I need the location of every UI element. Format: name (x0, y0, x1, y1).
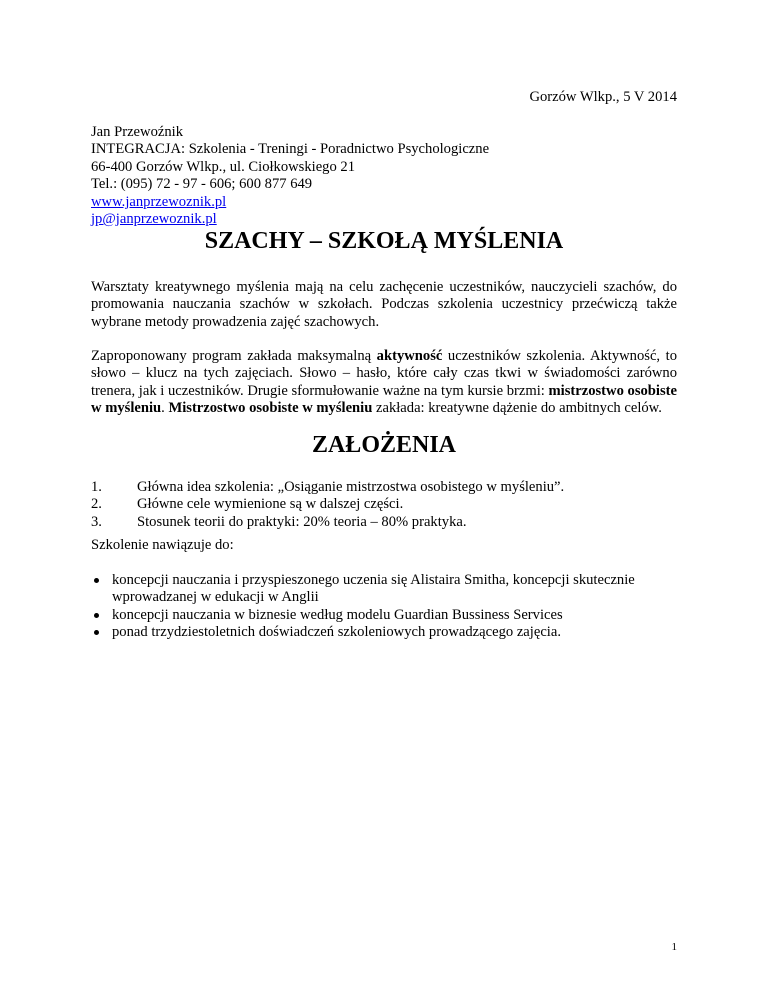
item-number: 1. (91, 479, 102, 495)
sender-block (91, 124, 677, 228)
sender-address: 66-400 Gorzów Wlkp., ul. Ciołkowskiego 21 (91, 158, 356, 175)
bullet-text: koncepcji nauczania w biznesie według modelu Guardian Bussiness Services (112, 606, 563, 623)
bullet-item (91, 624, 677, 641)
item-number: 2. (91, 496, 102, 513)
item-text: Główna idea szkolenia: „Osiąganie mistrzostwa osobistego w myśleniu”. (137, 479, 565, 495)
document-page (91, 0, 677, 994)
numbered-list (91, 479, 677, 531)
list-lead-text: Szkolenie nawiązuje do: (91, 537, 234, 553)
bullet-icon (94, 578, 99, 583)
bullet-icon (94, 613, 99, 618)
email-link[interactable]: jp@janprzewoznik.pl (91, 211, 217, 228)
page-number: 1 (671, 941, 677, 953)
item-number: 3. (91, 513, 102, 530)
intro-paragraph-1: Warsztaty kreatywnego myślenia mają na celu zachęcenie uczestników, nauczycieli szachów, do promowania nauczania szachów w szkołach. Podczas szkolenia uczestnicy przećwiczą także wybrane metody prowadzenia zajęć szachowych. (91, 279, 677, 330)
bullet-list (91, 572, 677, 642)
section-title-zalozenia: ZAŁOŻENIA (311, 432, 457, 458)
item-text: Główne cele wymienione są w dalszej części. (137, 496, 404, 513)
numbered-item (91, 514, 677, 531)
sender-organization: INTEGRACJA: Szkolenia - Treningi - Poradnictwo Psychologiczne (91, 141, 490, 158)
paragraph-text: uczestników szkolenia. Aktywność, to słowo – klucz na tych zajęciach. Słowo – hasło, które cały czas tkwi w świadomości zarówno trenera, jak i uczestników. Drugie sformułowanie ważne na tym kursie brzmi: (91, 348, 677, 399)
numbered-item (91, 496, 677, 513)
bullet-item (91, 572, 677, 607)
paragraph-text: Zaproponowany program zakłada maksymalną (91, 348, 377, 364)
numbered-item (91, 479, 677, 496)
document-title: SZACHY – SZKOŁĄ MYŚLENIA (204, 228, 564, 254)
item-text: Stosunek teorii do praktyki: 20% teoria – 80% praktyka. (137, 513, 467, 530)
website-link[interactable]: www.janprzewoznik.pl (91, 193, 227, 210)
bold-term-mistrzostwo-2: Mistrzostwo osobiste w myśleniu (168, 400, 373, 417)
paragraph-text: . (161, 400, 169, 417)
intro-paragraph-2 (91, 348, 677, 418)
bold-term-mistrzostwo: mistrzostwo osobiste w myśleniu (91, 382, 677, 417)
bullet-text: ponad trzydziestoletnich doświadczeń szkoleniowych prowadzącego zajęcia. (112, 624, 561, 641)
bullet-icon (94, 630, 99, 635)
paragraph-text: zakłada: kreatywne dążenie do ambitnych celów. (372, 400, 662, 417)
sender-phone: Tel.: (095) 72 - 97 - 606; 600 877 649 (91, 176, 313, 193)
date-line: Gorzów Wlkp., 5 V 2014 (529, 89, 677, 105)
bullet-item (91, 607, 677, 624)
bullet-text: koncepcji nauczania i przyspieszonego uczenia się Alistaira Smitha, koncepcji skutecznie wprowadzanej w edukacji w Anglii (112, 572, 635, 606)
sender-name: Jan Przewoźnik (91, 124, 183, 140)
bold-term-aktywnosc: aktywność (376, 348, 443, 364)
